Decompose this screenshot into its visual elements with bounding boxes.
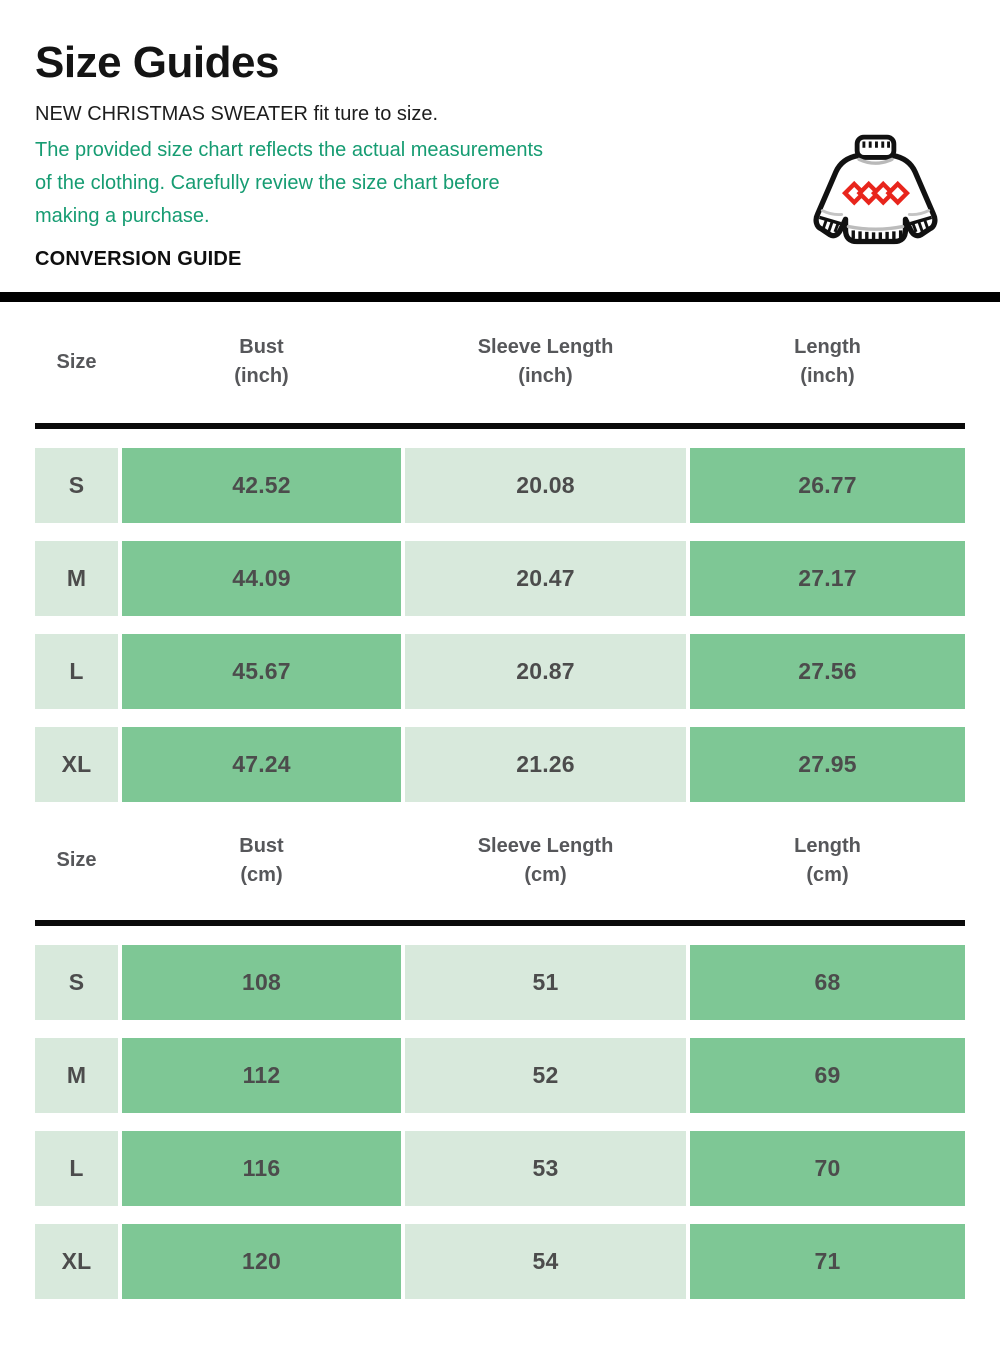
bust-cell: 44.09 — [122, 541, 401, 616]
column-header-label: Size — [56, 849, 97, 872]
length-cell: 27.17 — [690, 541, 965, 616]
sleeve-cell: 54 — [405, 1224, 686, 1299]
length-cell: 26.77 — [690, 448, 965, 523]
column-header-unit: (cm) — [524, 863, 567, 886]
size-cell: M — [35, 1038, 118, 1113]
column-header-sleeve-length — [405, 832, 686, 890]
column-header-size — [35, 348, 118, 377]
column-header-bust — [122, 333, 401, 391]
table-cm-header-row — [35, 802, 965, 920]
column-header-label: Length — [794, 336, 861, 359]
size-cell: XL — [35, 727, 118, 802]
page-title: Size Guides — [35, 38, 279, 87]
table-header-divider — [35, 920, 965, 926]
sleeve-cell: 20.08 — [405, 448, 686, 523]
column-header-label: Sleeve Length — [477, 834, 614, 857]
column-header-label: Bust — [239, 834, 284, 857]
column-header-length — [690, 333, 965, 391]
column-header-label: Length — [794, 834, 861, 857]
size-cell: L — [35, 1131, 118, 1206]
column-header-unit: (inch) — [800, 365, 855, 388]
column-header-label: Size — [56, 350, 97, 373]
column-header-label: Bust — [239, 336, 284, 359]
conversion-guide-label: CONVERSION GUIDE — [35, 247, 242, 270]
sleeve-cell: 20.47 — [405, 541, 686, 616]
note-line-3: making a purchase. — [35, 204, 210, 227]
sleeve-cell: 53 — [405, 1131, 686, 1206]
column-header-unit: (cm) — [806, 863, 849, 886]
column-header-size — [35, 846, 118, 875]
sleeve-cell: 51 — [405, 945, 686, 1020]
product-subtitle: NEW CHRISTMAS SWEATER fit ture to size. — [35, 102, 439, 125]
size-cell: L — [35, 634, 118, 709]
sleeve-cell: 52 — [405, 1038, 686, 1113]
size-cell: S — [35, 448, 118, 523]
column-header-label: Sleeve Length — [477, 336, 614, 359]
size-table-cm — [35, 802, 965, 1299]
table-inch-body — [35, 448, 965, 802]
note-line-2: of the clothing. Carefully review the size chart before — [35, 171, 500, 194]
length-cell: 70 — [690, 1131, 965, 1206]
christmas-sweater-icon — [803, 131, 948, 266]
sleeve-cell: 21.26 — [405, 727, 686, 802]
length-cell: 71 — [690, 1224, 965, 1299]
column-header-unit: (inch) — [234, 365, 289, 388]
size-cell: XL — [35, 1224, 118, 1299]
table-cm-body — [35, 945, 965, 1299]
bust-cell: 45.67 — [122, 634, 401, 709]
bust-cell: 42.52 — [122, 448, 401, 523]
length-cell: 27.56 — [690, 634, 965, 709]
column-header-sleeve-length — [405, 333, 686, 391]
size-cell: S — [35, 945, 118, 1020]
column-header-unit: (inch) — [518, 365, 573, 388]
note-line-1: The provided size chart reflects the actual measurements — [35, 138, 544, 161]
size-table-inch — [35, 302, 965, 802]
length-cell: 69 — [690, 1038, 965, 1113]
bust-cell: 112 — [122, 1038, 401, 1113]
table-inch-header-row — [35, 302, 965, 423]
size-cell: M — [35, 541, 118, 616]
column-header-unit: (cm) — [240, 863, 283, 886]
column-header-length — [690, 832, 965, 890]
bust-cell: 116 — [122, 1131, 401, 1206]
table-header-divider — [35, 423, 965, 429]
bust-cell: 108 — [122, 945, 401, 1020]
length-cell: 27.95 — [690, 727, 965, 802]
bust-cell: 120 — [122, 1224, 401, 1299]
length-cell: 68 — [690, 945, 965, 1020]
section-divider-bar — [0, 292, 1000, 302]
column-header-bust — [122, 832, 401, 890]
bust-cell: 47.24 — [122, 727, 401, 802]
sleeve-cell: 20.87 — [405, 634, 686, 709]
